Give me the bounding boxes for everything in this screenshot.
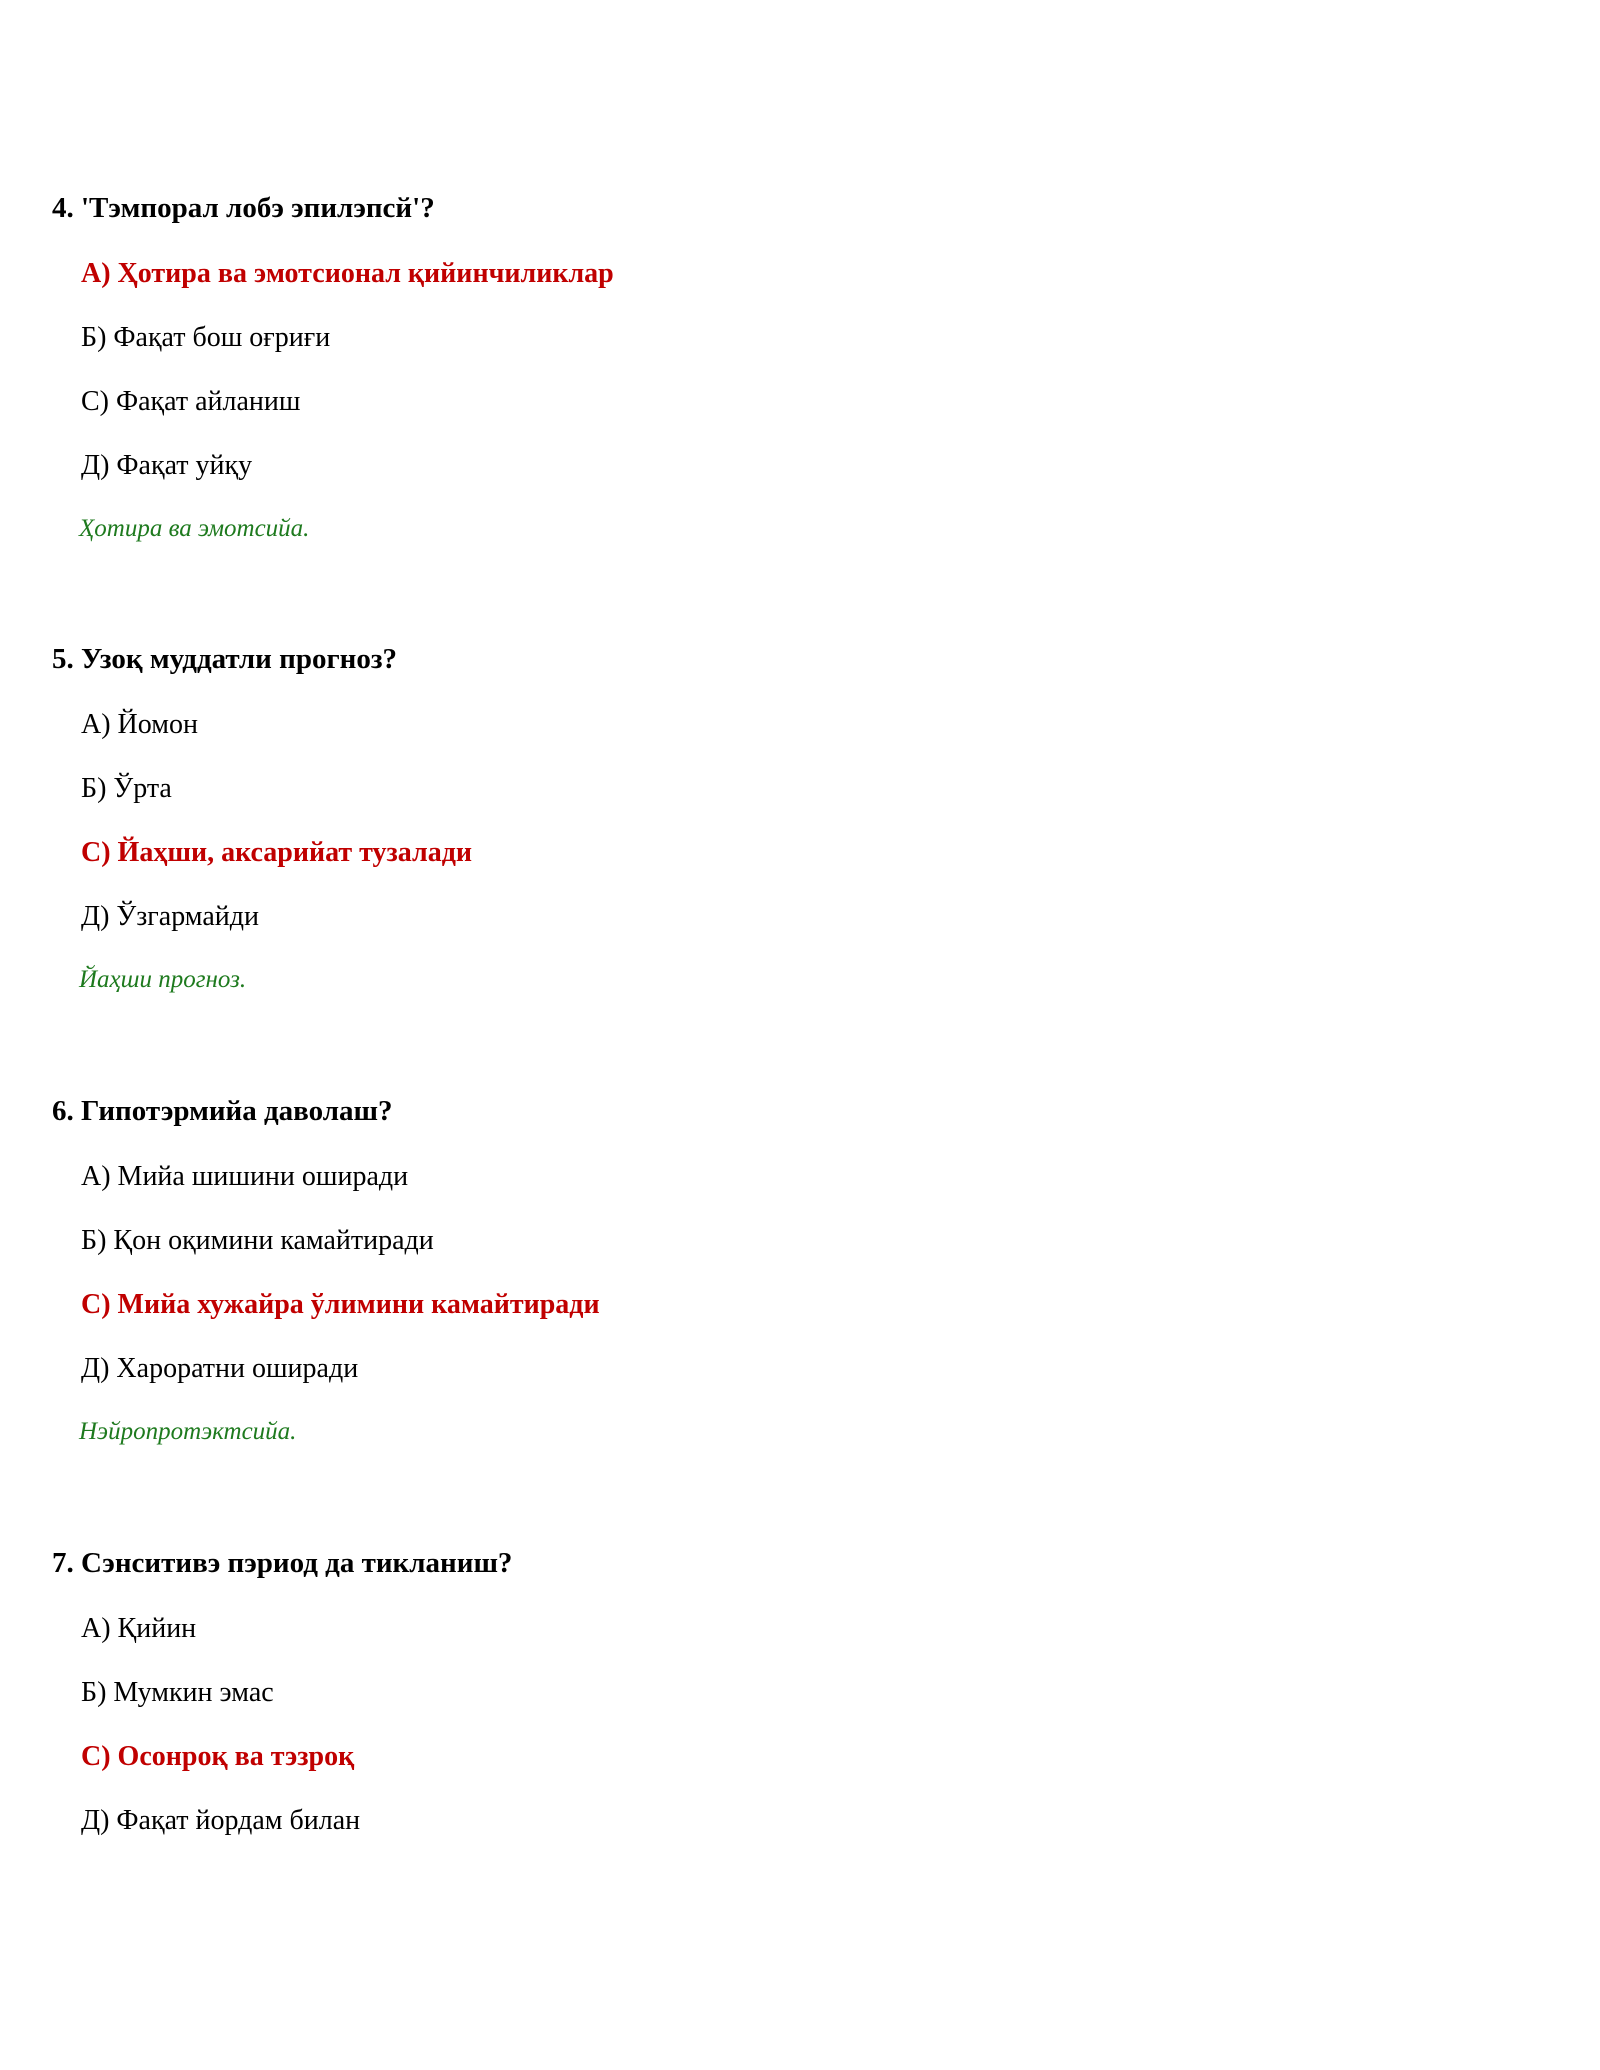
option-a: А) Мийа шишини оширади	[81, 1161, 409, 1192]
option-d: Д) Фақат йордам билан	[81, 1805, 361, 1836]
option-b: Б) Фақат бош оғриғи	[81, 322, 331, 353]
option-c: С) Фақат айланиш	[81, 386, 301, 417]
option-c-correct: С) Йаҳши, аксарийат тузалади	[81, 837, 473, 868]
option-b: Б) Ўрта	[81, 773, 172, 804]
option-d: Д) Ўзгармайди	[81, 901, 259, 932]
explanation: Ҳотира ва эмотсийа.	[79, 515, 310, 542]
explanation: Йаҳши прогноз.	[79, 966, 247, 993]
explanation: Нэйропротэктсийа.	[79, 1418, 297, 1445]
question-title: 4. 'Тэмпорал лобэ эпилэпсй'?	[52, 192, 435, 224]
option-a: А) Йомон	[81, 709, 198, 740]
option-a-correct: А) Ҳотира ва эмотсионал қийинчиликлар	[81, 258, 614, 289]
option-a: А) Қийин	[81, 1613, 197, 1644]
option-b: Б) Мумкин эмас	[81, 1677, 274, 1708]
option-d: Д) Фақат уйқу	[81, 450, 253, 481]
option-b: Б) Қон оқимини камайтиради	[81, 1225, 434, 1256]
option-d: Д) Хароратни оширади	[81, 1353, 359, 1384]
question-title: 6. Гипотэрмийа даволаш?	[52, 1095, 393, 1127]
question-title: 7. Сэнситивэ пэриод да тикланиш?	[52, 1547, 513, 1579]
option-c-correct: С) Осонроқ ва тэзроқ	[81, 1741, 355, 1772]
question-title: 5. Узоқ муддатли прогноз?	[52, 643, 397, 675]
option-c-correct: С) Мийа хужайра ўлимини камайтиради	[81, 1289, 600, 1320]
